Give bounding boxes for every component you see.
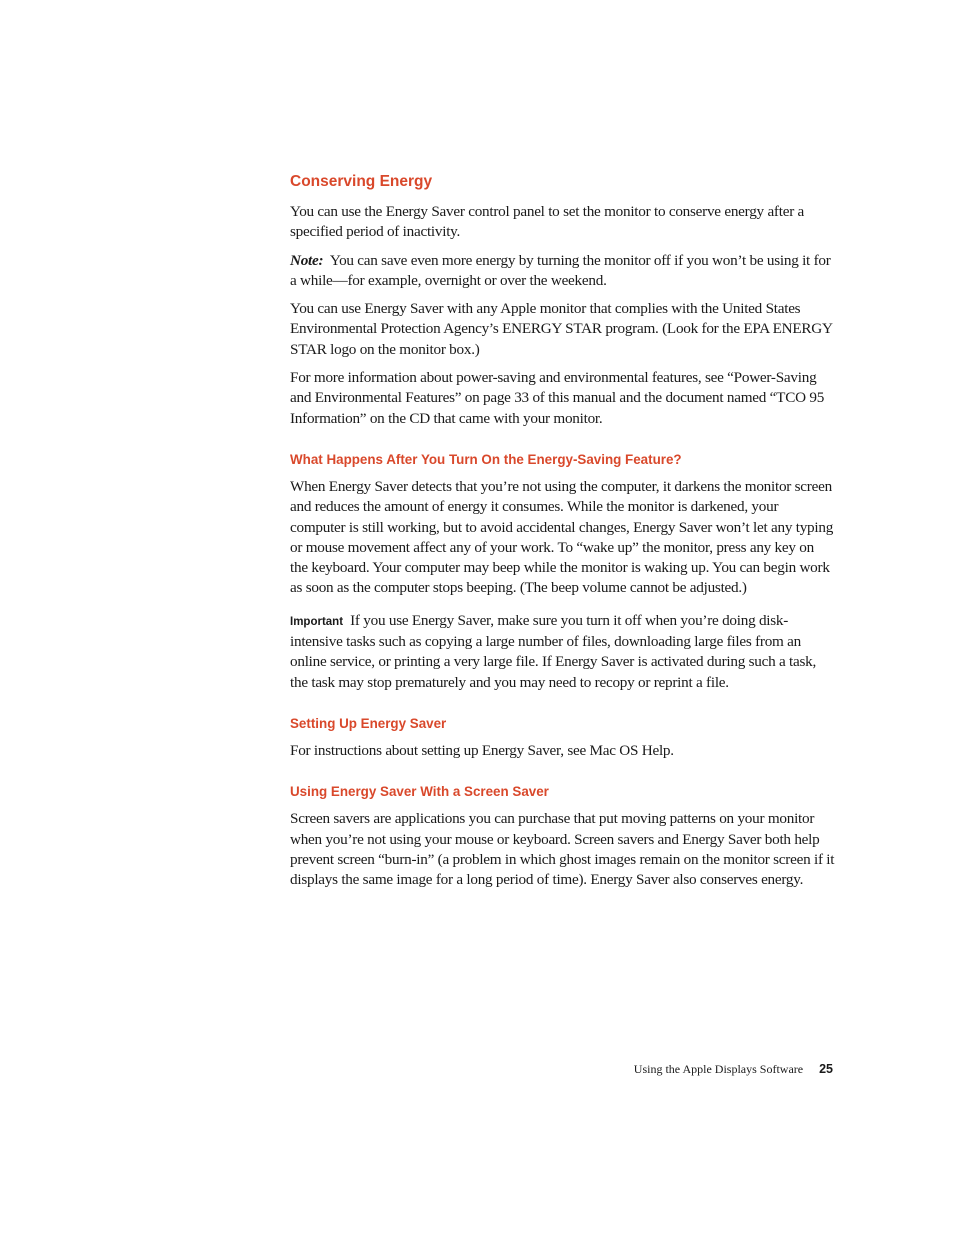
subheading-screen-saver: Using Energy Saver With a Screen Saver <box>290 784 549 800</box>
footer-chapter-title: Using the Apple Displays Software <box>633 1062 804 1076</box>
paragraph: You can use Energy Saver with any Apple monitor that complies with the United States Environmental Protection Agency’s ENERGY STAR program. (Look for the EPA ENERGY STAR logo on the monitor box.) <box>290 300 833 358</box>
important-paragraph <box>290 611 835 693</box>
note-label: Note: <box>290 251 324 269</box>
page-content <box>290 171 835 898</box>
note-text: You can save even more energy by turning the monitor off if you won’t be using it for a while—for example, overnight or over the weekend. <box>290 251 831 289</box>
important-label: Important <box>290 615 344 628</box>
paragraph: When Energy Saver detects that you’re not using the computer, it darkens the monitor screen and reduces the amount of energy it consumes. While the monitor is darkened, your computer is still working, but to avoid accidental changes, Energy Saver won’t let any typing or mouse movement affect any of your work. To “wake up” the monitor, press any key on the keyboard. Your computer may beep while the monitor is waking up. You can begin work as soon as the computer stops beeping. (The beep volume cannot be adjusted.) <box>290 477 834 597</box>
subheading-setting-up: Setting Up Energy Saver <box>290 715 447 731</box>
paragraph: For more information about power-saving and environmental features, see “Power-Saving and Environmental Features” on page 33 of this manual and the document named “TCO 95 Information” on the CD that came with your monitor. <box>290 369 825 427</box>
page-footer <box>634 1062 833 1077</box>
subheading-what-happens: What Happens After You Turn On the Energy-Saving Feature? <box>290 451 682 467</box>
paragraph: For instructions about setting up Energy Saver, see Mac OS Help. <box>290 741 674 759</box>
important-text: If you use Energy Saver, make sure you turn it off when you’re doing disk-intensive tasks such as copying a large number of files, downloading large files from an online service, or printing a very large file. If Energy Saver is activated during such a task, the task may stop prematurely and you may need to recopy or reprint a file. <box>290 611 817 691</box>
paragraph: You can use the Energy Saver control panel to set the monitor to conserve energy after a specified period of inactivity. <box>290 203 805 241</box>
paragraph: Screen savers are applications you can purchase that put moving patterns on your monitor when you’re not using your mouse or keyboard. Screen savers and Energy Saver both help prevent screen “burn-in” (a problem in which ghost images remain on the monitor screen if it displays the same image for a long period of time). Energy Saver also conserves energy. <box>290 810 835 889</box>
note-paragraph <box>290 251 835 292</box>
page-number: 25 <box>819 1062 833 1076</box>
section-heading-conserving-energy: Conserving Energy <box>290 173 433 190</box>
